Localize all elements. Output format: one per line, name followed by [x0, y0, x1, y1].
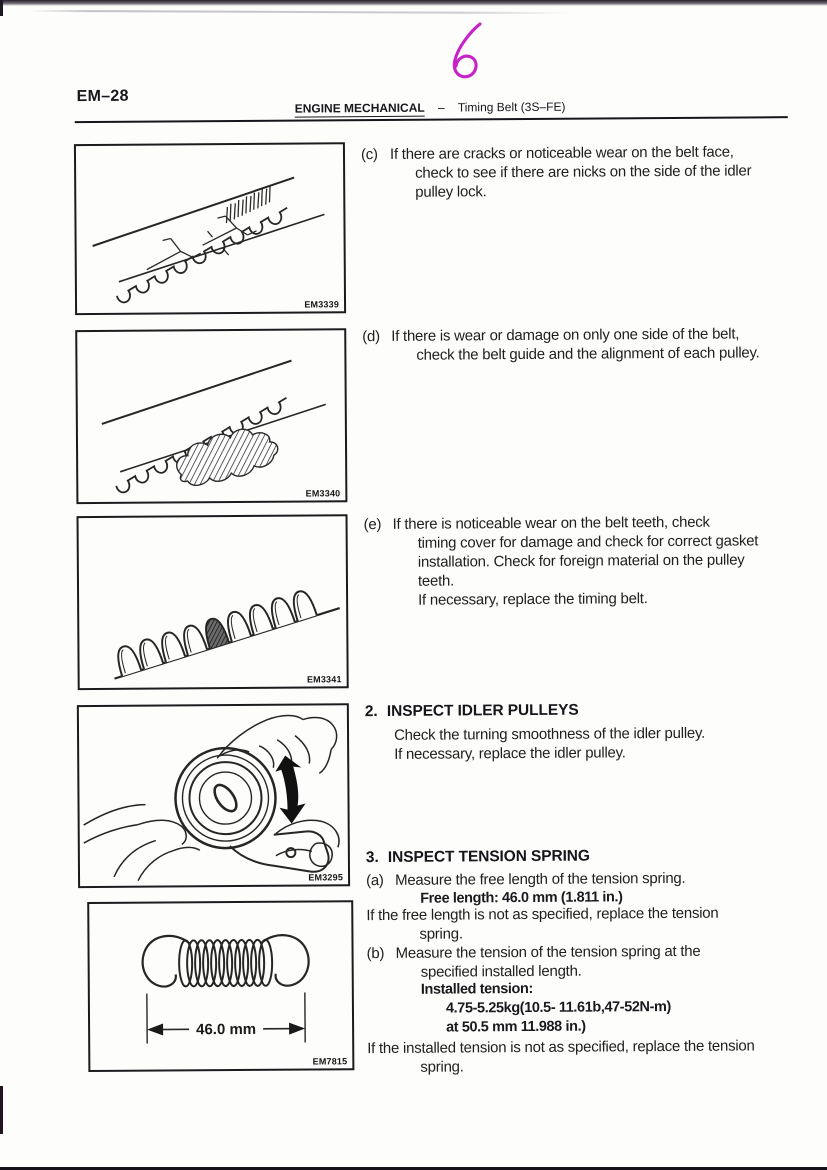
item-b: [367, 942, 701, 982]
paragraph-line: timing cover for damage and check for correct gasket: [417, 532, 759, 552]
paragraph-line: teeth.: [417, 572, 455, 590]
paragraph-line: Measure the free length of the tension spring.: [395, 869, 686, 889]
figure-label: EM3340: [305, 488, 341, 499]
paragraph-line: If there is wear or damage on only one side of the belt,: [391, 325, 740, 345]
figure-label: EM7815: [312, 1056, 348, 1067]
section-2-body: [394, 724, 705, 764]
paragraph-line: If the free length is not as specified, replace the tension: [366, 904, 719, 925]
paragraph-line: If there are cracks or noticeable wear on the belt face,: [389, 143, 734, 163]
paragraph-line: Check the turning smoothness of the idler pulley.: [393, 724, 706, 744]
lower-right-hand-outline: [276, 820, 340, 867]
item-text: [390, 142, 752, 202]
free-length-note: [366, 904, 718, 944]
paragraph-line: specified installed length.: [420, 962, 582, 981]
figure-label: EM3295: [308, 872, 344, 883]
header-dash: –: [437, 100, 445, 115]
item-text: [396, 942, 701, 982]
header-subsection: Timing Belt (3S–FE): [457, 99, 566, 115]
running-header: [295, 100, 566, 116]
dimension-text: 46.0 mm: [196, 1020, 257, 1039]
upper-hand-outline: [217, 715, 337, 774]
item-label: (b): [366, 944, 385, 963]
item-d: [362, 324, 759, 365]
page-code: EM–28: [76, 87, 129, 106]
section-title: INSPECT TENSION SPRING: [387, 847, 590, 866]
header-section-title: ENGINE MECHANICAL: [294, 100, 425, 116]
item-text: [393, 512, 759, 610]
paragraph-line: spring.: [420, 1058, 464, 1076]
figure-box-tension-spring: [87, 900, 354, 1072]
section-3-heading: [366, 848, 590, 868]
section-number: 3.: [365, 849, 379, 867]
item-label: (e): [363, 515, 382, 534]
belt-tooth-edge: [107, 208, 299, 304]
paragraph-line: If necessary, replace the idler pulley.: [394, 744, 626, 763]
figure-box-belt-face-cracks: [74, 142, 346, 315]
paragraph-line: spring.: [419, 925, 463, 943]
left-hand-outline: [84, 804, 201, 881]
installed-tension-label: Installed tension:: [420, 980, 533, 998]
paragraph-line: pulley lock.: [415, 183, 487, 201]
paragraph-line: If necessary, replace the timing belt.: [418, 590, 648, 609]
belt-teeth-illustration: [79, 516, 343, 684]
dimension-arrow-right: [289, 1023, 305, 1035]
belt-side-wear-illustration: [77, 330, 341, 498]
pulley-slot: [210, 781, 240, 815]
dimension-arrow-left: [147, 1024, 163, 1036]
spring-coils: [179, 940, 272, 987]
rotation-arrow-icon: [275, 756, 305, 824]
tension-spring-illustration: [89, 902, 348, 1066]
figure-label: EM3339: [304, 299, 340, 310]
paragraph-line: check the belt guide and the alignment of each pulley.: [416, 344, 760, 364]
item-label: (a): [366, 871, 384, 890]
figure-box-belt-teeth-wear: [77, 514, 349, 690]
paragraph-line: If the installed tension is not as specified, replace the tension: [367, 1037, 755, 1058]
installed-tension-note: [367, 1036, 755, 1077]
item-text: [395, 869, 685, 890]
paragraph-line: If there is noticeable wear on the belt teeth, check: [392, 513, 710, 533]
item-e: [364, 512, 759, 610]
item-text: [391, 324, 759, 365]
paragraph-line: installation. Check for foreign material on the pulley: [417, 551, 745, 571]
figure-box-belt-side-wear: [75, 328, 347, 504]
paragraph-line: Measure the tension of the tension spring at the: [395, 942, 701, 962]
item-c: [361, 142, 752, 202]
figure-box-idler-pulley: [77, 703, 350, 888]
item-a: [366, 869, 685, 890]
belt-face-cracks-illustration: [76, 144, 340, 309]
installed-tension-value-2: at 50.5 mm 11.988 in.): [446, 1018, 586, 1036]
item-label: (d): [362, 327, 380, 346]
section-title: INSPECT IDLER PULLEYS: [386, 701, 579, 720]
section-2-heading: [365, 702, 579, 721]
paragraph-line: check to see if there are nicks on the side of the idler: [415, 162, 752, 182]
idler-pulley-illustration: [79, 705, 344, 882]
installed-tension-value-1: 4.75-5.25kg(10.5- 11.61b,47-52N-m): [445, 998, 671, 1017]
item-label: (c): [360, 146, 378, 164]
figure-label: EM3341: [306, 674, 342, 685]
section-number: 2.: [364, 703, 378, 721]
free-length-spec: Free length: 46.0 mm (1.811 in.): [420, 889, 623, 907]
header-rule: [75, 116, 788, 123]
